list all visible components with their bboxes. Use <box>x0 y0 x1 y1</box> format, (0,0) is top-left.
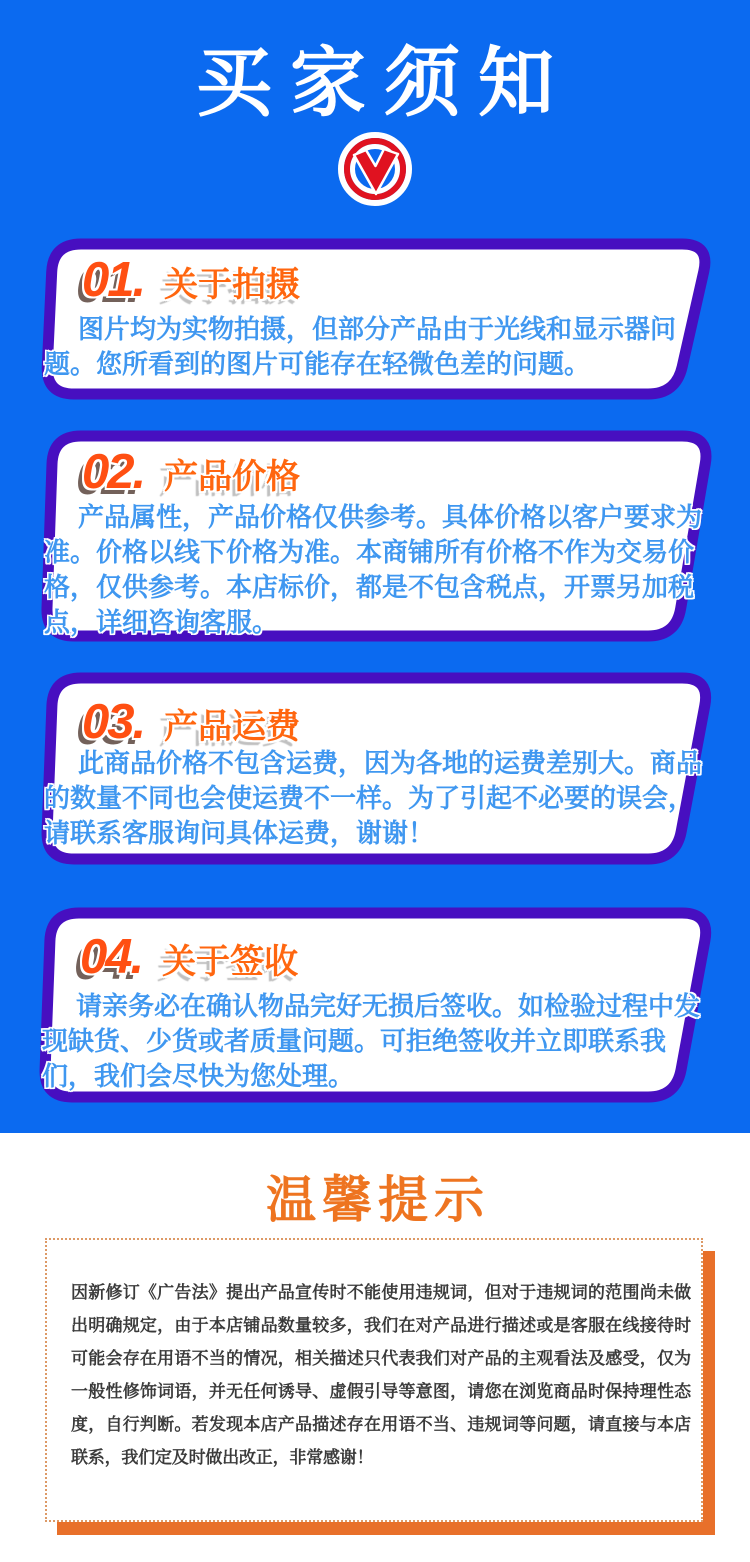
section-body: 图片均为实物拍摄，但部分产品由于光线和显示器问题。您所看到的图片可能存在轻微色差的问题。 <box>44 314 677 379</box>
page-title: 买家须知 <box>196 41 572 126</box>
notice-card-01 <box>40 238 716 400</box>
down-arrow-circle-icon <box>337 131 413 207</box>
card-header <box>80 929 298 985</box>
section-number: 02. <box>82 445 145 499</box>
section-body: 产品属性，产品价格仅供参考。具体价格以客户要求为准。价格以线下价格为准。本商铺所有价格不作为交易价格，仅供参考。本店标价，都是不包含税点，开票另加税点，详细咨询客服。 <box>44 502 703 637</box>
section-title: 产品价格 <box>164 458 301 496</box>
section-body: 此商品价格不包含运费，因为各地的运费差别大。商品的数量不同也会使运费不一样。为了引起不必要的误会，请联系客服询问具体运费，谢谢！ <box>44 748 703 848</box>
tips-section <box>0 1133 750 1562</box>
section-number: 01. <box>82 253 145 307</box>
card-header <box>82 252 300 308</box>
section-title: 关于签收 <box>162 943 299 981</box>
section-body: 请亲务必在确认物品完好无损后签收。如检验过程中发现缺货、少货或者质量问题。可拒绝签收并立即联系我们，我们会尽快为您处理。 <box>42 991 701 1091</box>
tips-box <box>45 1238 703 1522</box>
tips-body: 因新修订《广告法》提出产品宣传时不能使用违规词，但对于违规词的范围尚未做出明确规定，由于本店铺品数量较多，我们在对产品进行描述或是客服在线接待时可能会存在用语不当的情况，相关描述只代表我们对产品的主观看法及感受，仅为一般性修饰词语，并无任何诱导、虚假引导等意图，请您在浏览商品时保持理性态度，自行判断。若发现本店产品描述存在用语不当、违规词等问题，请直接与本店联系，我们定及时做出改正，非常感谢！ <box>71 1283 691 1467</box>
section-number: 04. <box>80 930 143 984</box>
card-header <box>82 444 300 500</box>
section-number: 03. <box>82 695 145 749</box>
section-title: 产品运费 <box>164 708 301 746</box>
notice-card-04 <box>38 907 716 1103</box>
notice-card-03 <box>40 672 716 865</box>
notice-card-02 <box>40 430 716 642</box>
card-header <box>82 694 300 750</box>
section-title: 关于拍摄 <box>164 266 301 304</box>
tips-title: 温馨提示 <box>266 1172 490 1228</box>
